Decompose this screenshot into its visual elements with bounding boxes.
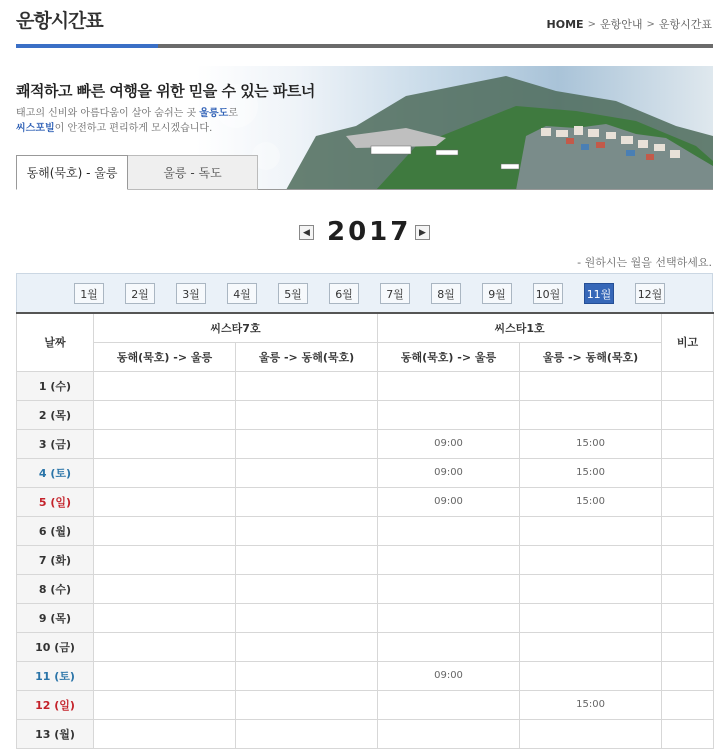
date-cell: 2 (목) [17, 400, 94, 429]
route-header: 동해(묵호) -> 울릉 [94, 342, 236, 371]
time-cell [236, 632, 378, 661]
time-cell [94, 603, 236, 632]
time-cell [378, 632, 520, 661]
date-cell: 5 (일) [17, 487, 94, 516]
date-cell: 6 (월) [17, 516, 94, 545]
date-cell: 13 (월) [17, 719, 94, 748]
month-button[interactable]: 12월 [635, 283, 665, 304]
time-cell [236, 516, 378, 545]
breadcrumb-item-current: 운항시간표 [658, 18, 712, 31]
time-cell [378, 719, 520, 748]
month-button[interactable]: 9월 [482, 283, 512, 304]
note-cell [662, 458, 714, 487]
time-cell: 09:00 [378, 429, 520, 458]
note-cell [662, 574, 714, 603]
month-selector [16, 273, 713, 313]
title-underline-accent [16, 44, 158, 48]
date-cell: 4 (토) [17, 458, 94, 487]
month-button[interactable]: 1월 [74, 283, 104, 304]
schedule-table [16, 312, 714, 749]
time-cell [236, 661, 378, 690]
ship-header-seastar1: 씨스타1호 [378, 313, 662, 342]
note-header: 비고 [662, 313, 714, 371]
ship-header-seastar7: 씨스타7호 [94, 313, 378, 342]
time-cell [236, 429, 378, 458]
time-cell: 09:00 [378, 661, 520, 690]
month-button[interactable]: 4월 [227, 283, 257, 304]
time-cell [94, 661, 236, 690]
page-header [0, 0, 720, 50]
time-cell: 15:00 [520, 690, 662, 719]
month-button[interactable]: 5월 [278, 283, 308, 304]
banner-headline: 쾌적하고 빠른 여행을 위한 믿을 수 있는 파트너 [16, 82, 315, 100]
time-cell [94, 545, 236, 574]
table-row [17, 719, 714, 748]
note-cell [662, 661, 714, 690]
time-cell [520, 400, 662, 429]
note-cell [662, 690, 714, 719]
time-cell [520, 516, 662, 545]
time-cell [236, 458, 378, 487]
month-button[interactable]: 8월 [431, 283, 461, 304]
month-button[interactable]: 7월 [380, 283, 410, 304]
time-cell [236, 400, 378, 429]
time-cell [378, 545, 520, 574]
table-row [17, 690, 714, 719]
month-button[interactable]: 3월 [176, 283, 206, 304]
note-cell [662, 719, 714, 748]
time-cell [378, 574, 520, 603]
time-cell [236, 603, 378, 632]
table-row [17, 661, 714, 690]
month-select-hint: - 원하시는 월을 선택하세요. [577, 256, 712, 269]
time-cell [520, 574, 662, 603]
time-cell: 15:00 [520, 429, 662, 458]
next-year-button[interactable] [415, 225, 430, 240]
time-cell [520, 545, 662, 574]
date-cell: 12 (일) [17, 690, 94, 719]
schedule-body [17, 371, 714, 749]
chevron-right-icon: > [587, 18, 596, 30]
prev-year-button[interactable] [299, 225, 314, 240]
date-cell: 9 (목) [17, 603, 94, 632]
date-cell: 3 (금) [17, 429, 94, 458]
time-cell [94, 574, 236, 603]
date-cell: 1 (수) [17, 371, 94, 400]
time-cell [378, 371, 520, 400]
breadcrumb-home[interactable]: HOME [546, 17, 584, 31]
month-button[interactable]: 6월 [329, 283, 359, 304]
month-button[interactable]: 10월 [533, 283, 563, 304]
table-row [17, 545, 714, 574]
time-cell [94, 516, 236, 545]
table-row [17, 458, 714, 487]
chevron-left-icon: ◀ [303, 227, 310, 238]
time-cell [94, 719, 236, 748]
table-row [17, 516, 714, 545]
time-cell [94, 458, 236, 487]
time-cell [236, 487, 378, 516]
time-cell [520, 371, 662, 400]
time-cell [236, 719, 378, 748]
time-cell [94, 371, 236, 400]
table-row [17, 632, 714, 661]
time-cell: 09:00 [378, 487, 520, 516]
note-cell [662, 516, 714, 545]
route-header: 동해(묵호) -> 울릉 [378, 342, 520, 371]
route-header: 울릉 -> 동해(묵호) [520, 342, 662, 371]
note-cell [662, 371, 714, 400]
page-title: 운항시간표 [16, 10, 103, 32]
time-cell [236, 371, 378, 400]
time-cell: 09:00 [378, 458, 520, 487]
route-tabs [16, 155, 713, 190]
time-cell [378, 400, 520, 429]
time-cell [236, 545, 378, 574]
note-cell [662, 400, 714, 429]
table-row [17, 487, 714, 516]
time-cell [378, 516, 520, 545]
breadcrumb [547, 16, 712, 32]
date-cell: 11 (토) [17, 661, 94, 690]
date-cell: 8 (수) [17, 574, 94, 603]
time-cell [520, 603, 662, 632]
time-cell [378, 603, 520, 632]
year-label: 2017 [327, 217, 412, 247]
tab-ulleung-dokdo[interactable]: 울릉 - 독도 [128, 155, 258, 190]
date-header: 날짜 [17, 313, 94, 371]
table-row [17, 400, 714, 429]
time-cell [94, 690, 236, 719]
date-cell: 7 (화) [17, 545, 94, 574]
breadcrumb-item-guide[interactable]: 운항안내 [599, 18, 643, 31]
time-cell [94, 429, 236, 458]
time-cell [520, 632, 662, 661]
time-cell [520, 661, 662, 690]
route-header: 울릉 -> 동해(묵호) [236, 342, 378, 371]
table-row [17, 429, 714, 458]
note-cell [662, 429, 714, 458]
table-row [17, 574, 714, 603]
time-cell [94, 632, 236, 661]
date-cell: 10 (금) [17, 632, 94, 661]
time-cell [236, 574, 378, 603]
time-cell [378, 690, 520, 719]
tab-donghae-ulleung[interactable]: 동해(묵호) - 울릉 [16, 155, 128, 190]
time-cell: 15:00 [520, 458, 662, 487]
month-button-selected[interactable]: 11월 [584, 283, 614, 304]
title-underline [16, 44, 713, 48]
note-cell [662, 487, 714, 516]
table-row [17, 371, 714, 400]
time-cell [520, 719, 662, 748]
note-cell [662, 603, 714, 632]
year-selector [0, 215, 720, 251]
time-cell [94, 487, 236, 516]
month-button[interactable]: 2월 [125, 283, 155, 304]
note-cell [662, 632, 714, 661]
time-cell [236, 690, 378, 719]
chevron-right-icon: > [646, 18, 655, 30]
time-cell: 15:00 [520, 487, 662, 516]
time-cell [94, 400, 236, 429]
banner-description: 태고의 신비와 아름다움이 살아 숨쉬는 곳 울릉도로 씨스포빌이 안전하고 편리하게 모시겠습니다. [16, 108, 238, 134]
chevron-right-icon: ▶ [419, 227, 426, 238]
note-cell [662, 545, 714, 574]
table-row [17, 603, 714, 632]
